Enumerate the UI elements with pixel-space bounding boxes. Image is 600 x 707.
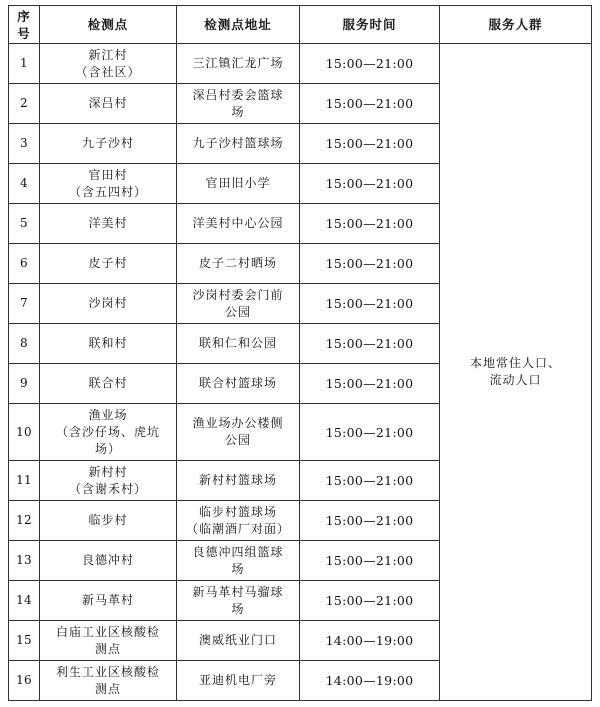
header-seq: 序 号: [9, 6, 40, 44]
header-address: 检测点地址: [177, 6, 300, 44]
address-cell: 联和仁和公园: [177, 324, 300, 364]
seq-cell: 8: [9, 324, 40, 364]
seq-cell: 6: [9, 244, 40, 284]
header-row: [9, 6, 592, 44]
time-cell: 15:00—21:00: [300, 44, 440, 84]
address-cell: 新村村篮球场: [177, 461, 300, 501]
time-cell: 15:00—21:00: [300, 364, 440, 404]
time-cell: 15:00—21:00: [300, 324, 440, 364]
point-cell: 白庙工业区核酸检 测点: [40, 621, 177, 661]
time-cell: 15:00—21:00: [300, 501, 440, 541]
time-cell: 15:00—21:00: [300, 284, 440, 324]
address-cell: 联合村篮球场: [177, 364, 300, 404]
point-cell: 良德冲村: [40, 541, 177, 581]
seq-cell: 3: [9, 124, 40, 164]
time-cell: 15:00—21:00: [300, 404, 440, 461]
time-cell: 15:00—21:00: [300, 461, 440, 501]
address-cell: 洋美村中心公园: [177, 204, 300, 244]
time-cell: 15:00—21:00: [300, 84, 440, 124]
address-cell: 临步村篮球场 （临潮酒厂对面）: [177, 501, 300, 541]
header-time: 服务时间: [300, 6, 440, 44]
point-cell: 新江村 （含社区）: [40, 44, 177, 84]
time-cell: 14:00—19:00: [300, 661, 440, 701]
seq-cell: 15: [9, 621, 40, 661]
seq-cell: 13: [9, 541, 40, 581]
time-cell: 14:00—19:00: [300, 621, 440, 661]
address-cell: 沙岗村委会门前 公园: [177, 284, 300, 324]
time-cell: 15:00—21:00: [300, 204, 440, 244]
point-cell: 新村村 （含谢禾村）: [40, 461, 177, 501]
point-cell: 官田村 （含五四村）: [40, 164, 177, 204]
point-cell: 新马革村: [40, 581, 177, 621]
point-cell: 利生工业区核酸检 测点: [40, 661, 177, 701]
time-cell: 15:00—21:00: [300, 541, 440, 581]
time-cell: 15:00—21:00: [300, 164, 440, 204]
point-cell: 洋美村: [40, 204, 177, 244]
seq-cell: 11: [9, 461, 40, 501]
point-cell: 联和村: [40, 324, 177, 364]
seq-cell: 4: [9, 164, 40, 204]
header-group: 服务人群: [440, 6, 592, 44]
point-cell: 深吕村: [40, 84, 177, 124]
point-cell: 沙岗村: [40, 284, 177, 324]
address-cell: 新马革村马骝球 场: [177, 581, 300, 621]
table-row: [9, 44, 592, 84]
seq-cell: 12: [9, 501, 40, 541]
seq-cell: 10: [9, 404, 40, 461]
table-body: [9, 44, 592, 701]
point-cell: 渔业场 （含沙仔场、虎坑 场）: [40, 404, 177, 461]
seq-cell: 9: [9, 364, 40, 404]
time-cell: 15:00—21:00: [300, 124, 440, 164]
seq-cell: 14: [9, 581, 40, 621]
point-cell: 皮子村: [40, 244, 177, 284]
point-cell: 九子沙村: [40, 124, 177, 164]
seq-cell: 7: [9, 284, 40, 324]
seq-cell: 5: [9, 204, 40, 244]
address-cell: 良德冲四组篮球 场: [177, 541, 300, 581]
address-cell: 深吕村委会篮球 场: [177, 84, 300, 124]
time-cell: 15:00—21:00: [300, 581, 440, 621]
address-cell: 亚迪机电厂旁: [177, 661, 300, 701]
address-cell: 官田旧小学: [177, 164, 300, 204]
service-group-cell: 本地常住人口、 流动人口: [440, 44, 592, 701]
address-cell: 澳威纸业门口: [177, 621, 300, 661]
testing-points-table: [8, 5, 592, 701]
seq-cell: 16: [9, 661, 40, 701]
address-cell: 皮子二村晒场: [177, 244, 300, 284]
header-point: 检测点: [40, 6, 177, 44]
point-cell: 联合村: [40, 364, 177, 404]
address-cell: 三江镇汇龙广场: [177, 44, 300, 84]
seq-cell: 1: [9, 44, 40, 84]
time-cell: 15:00—21:00: [300, 244, 440, 284]
point-cell: 临步村: [40, 501, 177, 541]
address-cell: 九子沙村篮球场: [177, 124, 300, 164]
seq-cell: 2: [9, 84, 40, 124]
address-cell: 渔业场办公楼侧 公园: [177, 404, 300, 461]
